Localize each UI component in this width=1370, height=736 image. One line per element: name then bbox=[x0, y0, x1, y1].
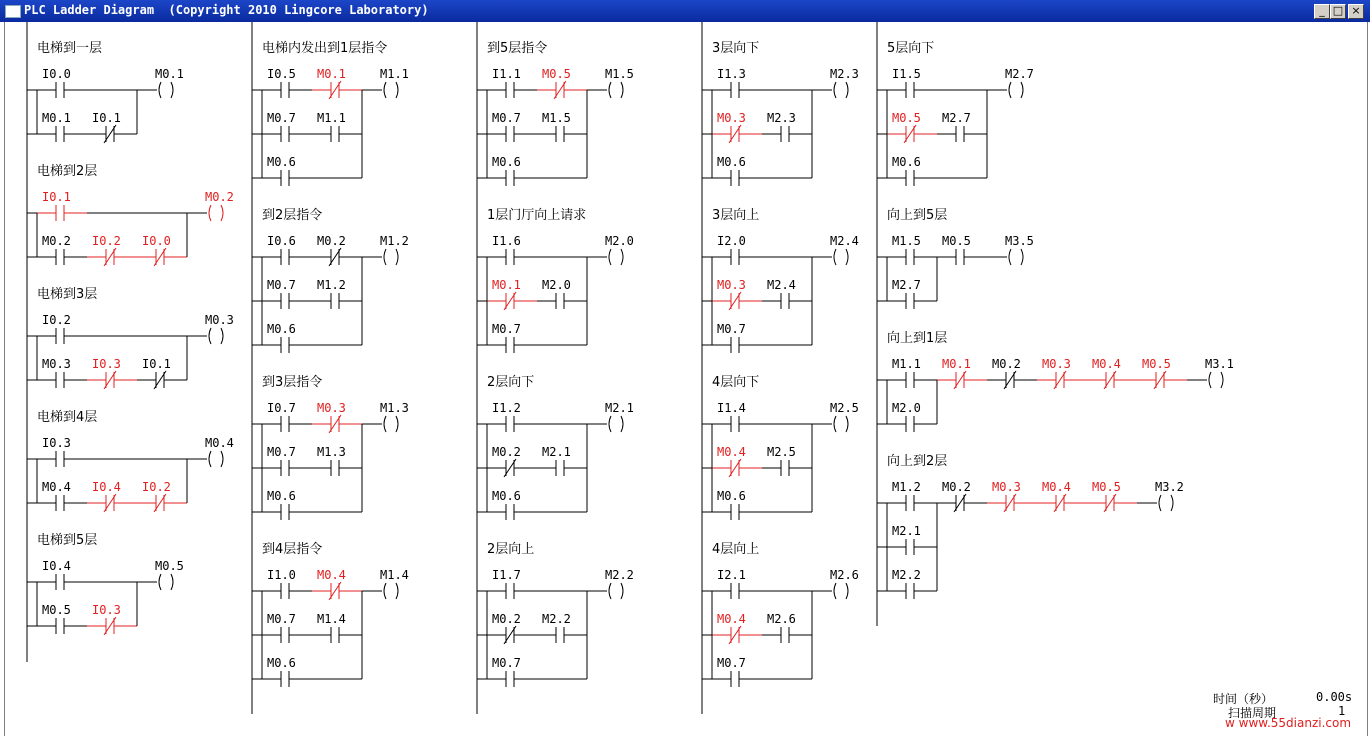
scan-value: 1 bbox=[1338, 704, 1346, 718]
contact-2-3-0-0-label: I1.7 bbox=[492, 568, 521, 582]
coil-label-4-2: M3.1 bbox=[1205, 357, 1234, 371]
coil-0-2-right-arc bbox=[221, 328, 223, 344]
contact-1-3-1-0-label: M0.7 bbox=[267, 612, 296, 626]
coil-2-1-right-arc bbox=[621, 249, 623, 265]
contact-1-2-1-0-label: M0.7 bbox=[267, 445, 296, 459]
ladder-diagram bbox=[5, 22, 1367, 736]
rung-title-1-1: 到2层指令 bbox=[262, 208, 323, 223]
coil-4-2-left-arc bbox=[1209, 372, 1211, 388]
contact-1-1-0-0-label: I0.6 bbox=[267, 234, 296, 248]
coil-label-2-3: M2.2 bbox=[605, 568, 634, 582]
contact-1-1-1-0-label: M0.7 bbox=[267, 278, 296, 292]
rung-title-0-4: 电梯到5层 bbox=[37, 533, 98, 548]
coil-0-4-left-arc bbox=[159, 574, 161, 590]
contact-2-1-2-0-label: M0.7 bbox=[492, 322, 521, 336]
time-label: 时间（秒） bbox=[1213, 692, 1274, 706]
coil-4-0-left-arc bbox=[1009, 82, 1011, 98]
rung-title-0-0: 电梯到一层 bbox=[37, 41, 103, 56]
coil-label-3-1: M2.4 bbox=[830, 234, 859, 248]
coil-1-3-right-arc bbox=[396, 583, 398, 599]
scan-label: 扫描周期 bbox=[1228, 706, 1277, 720]
contact-0-1-1-0-label: M0.2 bbox=[42, 234, 71, 248]
contact-0-2-0-0-label: I0.2 bbox=[42, 313, 71, 327]
status-panel bbox=[1210, 690, 1360, 734]
minimize-button[interactable]: _ bbox=[1314, 4, 1330, 19]
contact-1-0-1-1-label: M1.1 bbox=[317, 111, 346, 125]
contact-0-4-1-0-label: M0.5 bbox=[42, 603, 71, 617]
contact-3-0-0-0-label: I1.3 bbox=[717, 67, 746, 81]
coil-2-2-right-arc bbox=[621, 416, 623, 432]
contact-2-1-1-1-label: M2.0 bbox=[542, 278, 571, 292]
contact-3-3-1-0-label: M0.4 bbox=[717, 612, 746, 626]
coil-4-2-right-arc bbox=[1221, 372, 1223, 388]
coil-3-3-right-arc bbox=[846, 583, 848, 599]
coil-label-1-1: M1.2 bbox=[380, 234, 409, 248]
contact-0-1-1-2-label: I0.0 bbox=[142, 234, 171, 248]
coil-0-3-right-arc bbox=[221, 451, 223, 467]
contact-4-2-0-2-label: M0.2 bbox=[992, 357, 1021, 371]
coil-0-4-right-arc bbox=[171, 574, 173, 590]
contact-2-3-1-0-label: M0.2 bbox=[492, 612, 521, 626]
contact-4-3-0-3-label: M0.4 bbox=[1042, 480, 1071, 494]
coil-2-1-left-arc bbox=[609, 249, 611, 265]
contact-4-3-2-0-label: M2.2 bbox=[892, 568, 921, 582]
coil-label-0-2: M0.3 bbox=[205, 313, 234, 327]
contact-2-0-1-0-label: M0.7 bbox=[492, 111, 521, 125]
coil-3-0-left-arc bbox=[834, 82, 836, 98]
contact-1-0-0-0-label: I0.5 bbox=[267, 67, 296, 81]
contact-1-1-0-1-label: M0.2 bbox=[317, 234, 346, 248]
contact-0-2-1-0-label: M0.3 bbox=[42, 357, 71, 371]
contact-2-2-0-0-label: I1.2 bbox=[492, 401, 521, 415]
contact-2-2-1-1-label: M2.1 bbox=[542, 445, 571, 459]
contact-3-2-1-1-label: M2.5 bbox=[767, 445, 796, 459]
rung-title-4-0: 5层向下 bbox=[887, 41, 935, 56]
coil-3-0-right-arc bbox=[846, 82, 848, 98]
coil-3-2-right-arc bbox=[846, 416, 848, 432]
watermark: w www.55dianzi.com bbox=[1225, 716, 1352, 730]
rung-title-0-1: 电梯到2层 bbox=[37, 164, 98, 179]
contact-2-1-0-0-label: I1.6 bbox=[492, 234, 521, 248]
contact-1-3-0-0-label: I1.0 bbox=[267, 568, 296, 582]
contact-3-1-0-0-label: I2.0 bbox=[717, 234, 746, 248]
contact-1-2-0-0-label: I0.7 bbox=[267, 401, 296, 415]
contact-0-3-1-2-label: I0.2 bbox=[142, 480, 171, 494]
contact-1-2-1-1-label: M1.3 bbox=[317, 445, 346, 459]
contact-2-2-1-0-label: M0.2 bbox=[492, 445, 521, 459]
coil-4-3-right-arc bbox=[1171, 495, 1173, 511]
contact-4-1-0-1-label: M0.5 bbox=[942, 234, 971, 248]
contact-1-3-2-0-label: M0.6 bbox=[267, 656, 296, 670]
rung-title-2-2: 2层向下 bbox=[487, 375, 535, 390]
coil-0-0-left-arc bbox=[159, 82, 161, 98]
contact-4-1-1-0-label: M2.7 bbox=[892, 278, 921, 292]
coil-2-0-right-arc bbox=[621, 82, 623, 98]
contact-0-2-1-2-label: I0.1 bbox=[142, 357, 171, 371]
contact-1-1-1-1-label: M1.2 bbox=[317, 278, 346, 292]
coil-3-2-left-arc bbox=[834, 416, 836, 432]
contact-3-0-1-0-label: M0.3 bbox=[717, 111, 746, 125]
coil-label-4-1: M3.5 bbox=[1005, 234, 1034, 248]
coil-label-4-3: M3.2 bbox=[1155, 480, 1184, 494]
contact-1-0-2-0-label: M0.6 bbox=[267, 155, 296, 169]
coil-label-0-3: M0.4 bbox=[205, 436, 234, 450]
contact-1-3-1-1-label: M1.4 bbox=[317, 612, 346, 626]
coil-1-2-left-arc bbox=[384, 416, 386, 432]
contact-2-0-2-0-label: M0.6 bbox=[492, 155, 521, 169]
contact-3-1-1-1-label: M2.4 bbox=[767, 278, 796, 292]
contact-2-2-2-0-label: M0.6 bbox=[492, 489, 521, 503]
contact-4-2-0-3-label: M0.3 bbox=[1042, 357, 1071, 371]
coil-1-0-left-arc bbox=[384, 82, 386, 98]
coil-label-0-4: M0.5 bbox=[155, 559, 184, 573]
rung-title-1-2: 到3层指令 bbox=[262, 375, 323, 390]
contact-2-0-1-1-label: M1.5 bbox=[542, 111, 571, 125]
contact-4-1-0-0-label: M1.5 bbox=[892, 234, 921, 248]
contact-0-1-0-0-label: I0.1 bbox=[42, 190, 71, 204]
coil-4-0-right-arc bbox=[1021, 82, 1023, 98]
contact-2-0-0-0-label: I1.1 bbox=[492, 67, 521, 81]
contact-0-2-1-1-label: I0.3 bbox=[92, 357, 121, 371]
contact-4-0-1-0-label: M0.5 bbox=[892, 111, 921, 125]
coil-label-3-3: M2.6 bbox=[830, 568, 859, 582]
coil-3-1-right-arc bbox=[846, 249, 848, 265]
coil-0-3-left-arc bbox=[209, 451, 211, 467]
rung-title-3-3: 4层向上 bbox=[712, 542, 760, 557]
ladder-canvas-area bbox=[4, 22, 1368, 736]
coil-label-1-0: M1.1 bbox=[380, 67, 409, 81]
rung-title-2-3: 2层向上 bbox=[487, 542, 535, 557]
coil-0-1-left-arc bbox=[209, 205, 211, 221]
coil-3-3-left-arc bbox=[834, 583, 836, 599]
contact-4-0-1-1-label: M2.7 bbox=[942, 111, 971, 125]
contact-1-3-0-1-label: M0.4 bbox=[317, 568, 346, 582]
coil-label-0-1: M0.2 bbox=[205, 190, 234, 204]
contact-0-0-0-0-label: I0.0 bbox=[42, 67, 71, 81]
contact-1-0-0-1-label: M0.1 bbox=[317, 67, 346, 81]
rung-title-3-1: 3层向上 bbox=[712, 208, 760, 223]
contact-2-3-1-1-label: M2.2 bbox=[542, 612, 571, 626]
contact-4-2-0-4-label: M0.4 bbox=[1092, 357, 1121, 371]
contact-3-3-0-0-label: I2.1 bbox=[717, 568, 746, 582]
contact-3-0-1-1-label: M2.3 bbox=[767, 111, 796, 125]
contact-1-2-2-0-label: M0.6 bbox=[267, 489, 296, 503]
coil-0-0-right-arc bbox=[171, 82, 173, 98]
coil-0-2-left-arc bbox=[209, 328, 211, 344]
rung-title-1-0: 电梯内发出到1层指令 bbox=[262, 41, 388, 56]
rung-title-3-2: 4层向下 bbox=[712, 375, 760, 390]
contact-3-3-2-0-label: M0.7 bbox=[717, 656, 746, 670]
coil-3-1-left-arc bbox=[834, 249, 836, 265]
coil-label-2-0: M1.5 bbox=[605, 67, 634, 81]
window-title: PLC Ladder Diagram (Copyright 2010 Lingcore Laboratory) bbox=[24, 3, 429, 17]
contact-4-3-0-0-label: M1.2 bbox=[892, 480, 921, 494]
contact-2-0-0-1-label: M0.5 bbox=[542, 67, 571, 81]
coil-1-1-left-arc bbox=[384, 249, 386, 265]
contact-4-2-1-0-label: M2.0 bbox=[892, 401, 921, 415]
maximize-button[interactable]: □ bbox=[1330, 4, 1346, 19]
contact-1-0-1-0-label: M0.7 bbox=[267, 111, 296, 125]
contact-4-3-1-0-label: M2.1 bbox=[892, 524, 921, 538]
contact-4-3-0-2-label: M0.3 bbox=[992, 480, 1021, 494]
contact-3-2-0-0-label: I1.4 bbox=[717, 401, 746, 415]
coil-4-1-left-arc bbox=[1009, 249, 1011, 265]
contact-0-4-1-1-label: I0.3 bbox=[92, 603, 121, 617]
coil-label-2-2: M2.1 bbox=[605, 401, 634, 415]
contact-2-3-2-0-label: M0.7 bbox=[492, 656, 521, 670]
contact-3-3-1-1-label: M2.6 bbox=[767, 612, 796, 626]
coil-label-4-0: M2.7 bbox=[1005, 67, 1034, 81]
coil-label-3-2: M2.5 bbox=[830, 401, 859, 415]
contact-0-3-1-1-label: I0.4 bbox=[92, 480, 121, 494]
contact-3-0-2-0-label: M0.6 bbox=[717, 155, 746, 169]
contact-1-1-2-0-label: M0.6 bbox=[267, 322, 296, 336]
contact-0-3-0-0-label: I0.3 bbox=[42, 436, 71, 450]
coil-label-2-1: M2.0 bbox=[605, 234, 634, 248]
contact-4-3-0-4-label: M0.5 bbox=[1092, 480, 1121, 494]
coil-label-1-2: M1.3 bbox=[380, 401, 409, 415]
title-bar bbox=[0, 0, 1370, 22]
coil-2-3-left-arc bbox=[609, 583, 611, 599]
rung-title-4-2: 向上到1层 bbox=[887, 331, 948, 346]
coil-2-2-left-arc bbox=[609, 416, 611, 432]
coil-label-0-0: M0.1 bbox=[155, 67, 184, 81]
contact-0-0-1-0-label: M0.1 bbox=[42, 111, 71, 125]
coil-4-3-left-arc bbox=[1159, 495, 1161, 511]
coil-label-1-3: M1.4 bbox=[380, 568, 409, 582]
contact-0-3-1-0-label: M0.4 bbox=[42, 480, 71, 494]
contact-4-0-0-0-label: I1.5 bbox=[892, 67, 921, 81]
contact-3-2-2-0-label: M0.6 bbox=[717, 489, 746, 503]
rung-title-0-2: 电梯到3层 bbox=[37, 287, 98, 302]
coil-1-2-right-arc bbox=[396, 416, 398, 432]
rung-title-3-0: 3层向下 bbox=[712, 41, 760, 56]
coil-2-3-right-arc bbox=[621, 583, 623, 599]
contact-2-1-1-0-label: M0.1 bbox=[492, 278, 521, 292]
contact-4-0-2-0-label: M0.6 bbox=[892, 155, 921, 169]
close-button[interactable]: × bbox=[1348, 4, 1364, 19]
rung-title-1-3: 到4层指令 bbox=[262, 542, 323, 557]
rung-title-4-1: 向上到5层 bbox=[887, 208, 948, 223]
contact-0-4-0-0-label: I0.4 bbox=[42, 559, 71, 573]
contact-3-2-1-0-label: M0.4 bbox=[717, 445, 746, 459]
contact-4-3-0-1-label: M0.2 bbox=[942, 480, 971, 494]
contact-4-2-0-5-label: M0.5 bbox=[1142, 357, 1171, 371]
app-icon bbox=[5, 5, 21, 18]
coil-2-0-left-arc bbox=[609, 82, 611, 98]
coil-1-3-left-arc bbox=[384, 583, 386, 599]
rung-title-4-3: 向上到2层 bbox=[887, 454, 948, 469]
contact-0-0-1-1-label: I0.1 bbox=[92, 111, 121, 125]
contact-0-1-1-1-label: I0.2 bbox=[92, 234, 121, 248]
time-value: 0.00s bbox=[1316, 690, 1353, 704]
contact-1-2-0-1-label: M0.3 bbox=[317, 401, 346, 415]
coil-1-0-right-arc bbox=[396, 82, 398, 98]
rung-title-0-3: 电梯到4层 bbox=[37, 410, 98, 425]
rung-title-2-0: 到5层指令 bbox=[487, 41, 548, 56]
coil-0-1-right-arc bbox=[221, 205, 223, 221]
contact-4-2-0-1-label: M0.1 bbox=[942, 357, 971, 371]
contact-4-2-0-0-label: M1.1 bbox=[892, 357, 921, 371]
contact-3-1-1-0-label: M0.3 bbox=[717, 278, 746, 292]
coil-4-1-right-arc bbox=[1021, 249, 1023, 265]
coil-label-3-0: M2.3 bbox=[830, 67, 859, 81]
rung-title-2-1: 1层门厅向上请求 bbox=[487, 208, 587, 223]
coil-1-1-right-arc bbox=[396, 249, 398, 265]
contact-3-1-2-0-label: M0.7 bbox=[717, 322, 746, 336]
